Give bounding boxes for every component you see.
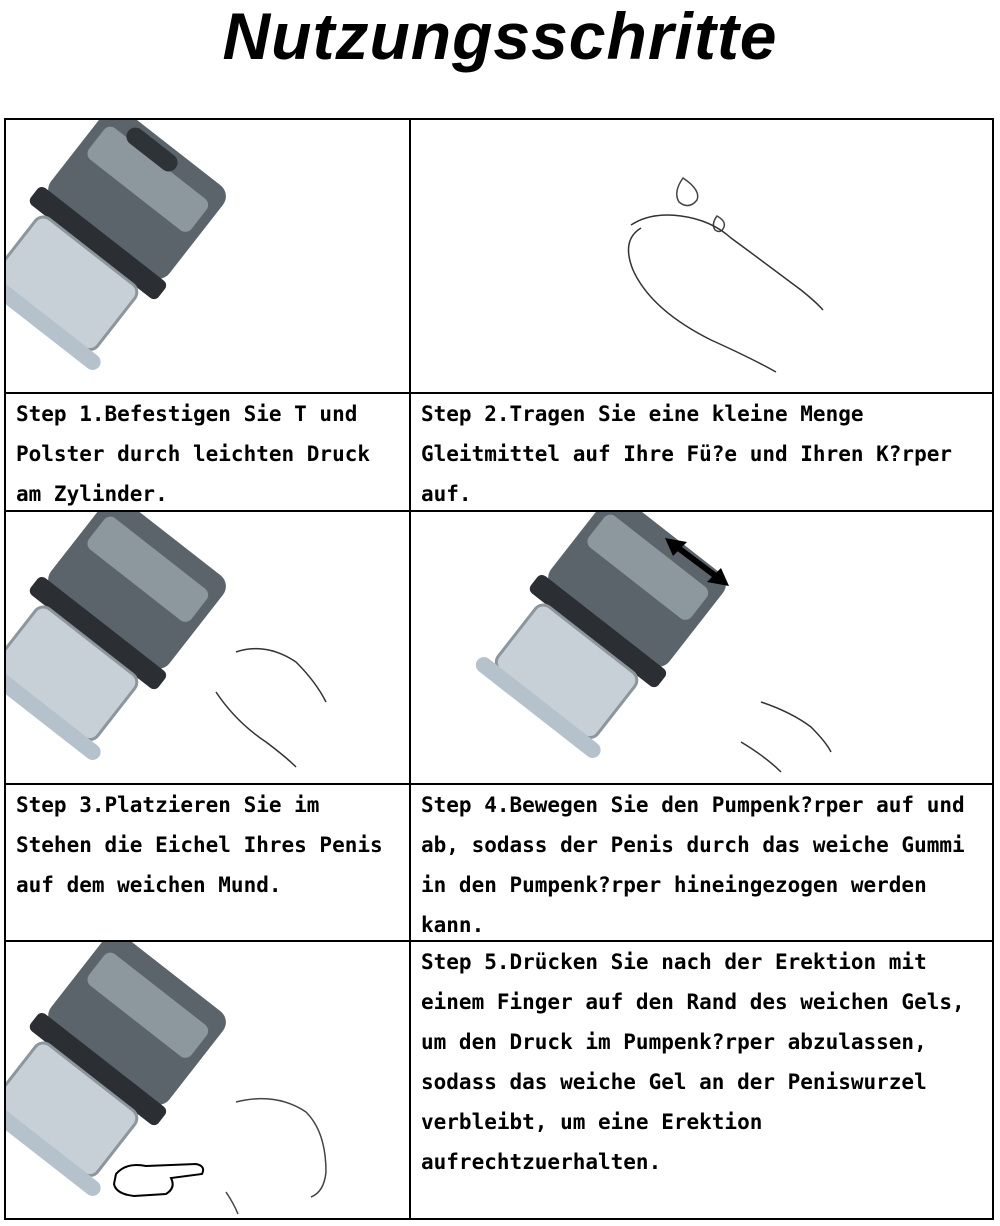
pump-move-arrow-icon (411, 512, 992, 783)
step-3-text: Step 3.Platzieren Sie im Stehen die Eichel Ihres Penis auf dem weichen Mund. (16, 793, 396, 897)
step-1-text: Step 1.Befestigen Sie T und Polster durch leichten Druck am Zylinder. (16, 402, 383, 506)
step-4-image-cell (411, 512, 992, 783)
step-2-image-cell (411, 120, 992, 392)
page-title: Nutzungsschritte (222, 0, 778, 73)
lubricant-drops-icon (411, 120, 992, 392)
step-3-image-cell (6, 512, 409, 783)
step-5-image-cell (6, 942, 409, 1220)
finger-press-icon (6, 942, 409, 1220)
step-1-image-cell (6, 120, 409, 392)
pump-cylinder-icon (6, 120, 409, 392)
step-2-text: Step 2.Tragen Sie eine kleine Menge Gleitmittel auf Ihre Fü?e und Ihren K?rper auf. (421, 402, 965, 506)
step-5-text: Step 5.Drücken Sie nach der Erektion mit einem Finger auf den Rand des weichen Gels, um den Druck im Pumpenk?rper abzulassen, sodass das weiche Gel an der Peniswurzel verbleibt, um eine Erektion aufrechtzuerhalten. (421, 950, 978, 1174)
steps-table (4, 118, 994, 1220)
step-4-text: Step 4.Bewegen Sie den Pumpenk?rper auf und ab, sodass der Penis durch das weiche Gummi in den Pumpenk?rper hineingezogen werden kann. (421, 793, 978, 937)
pump-placement-icon (6, 512, 409, 783)
